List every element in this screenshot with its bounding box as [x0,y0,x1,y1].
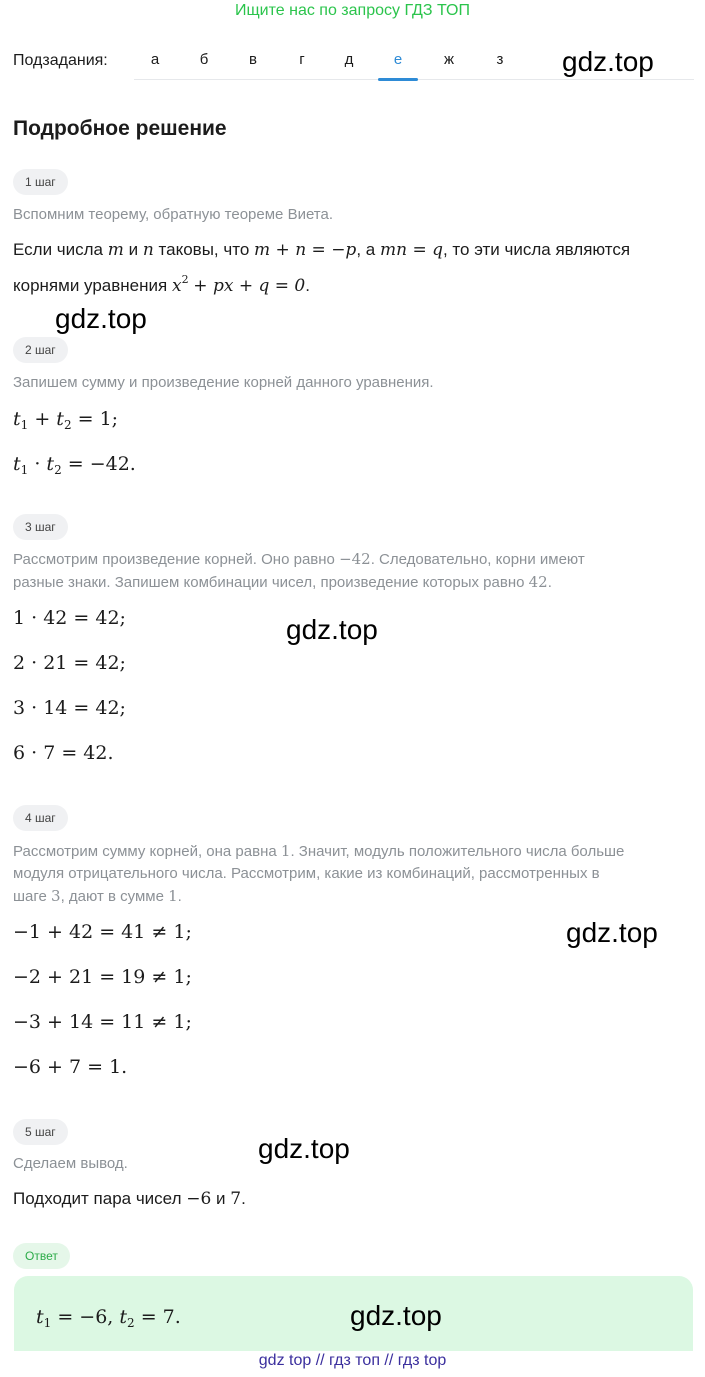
step-4-badge: 4 шаг [13,805,68,831]
tab-zh[interactable]: ж [443,51,455,68]
step-4-note-line-3: шаге 3, дают в сумме 1. [13,887,182,905]
step-3-badge: 3 шаг [13,514,68,540]
tab-g[interactable]: г [299,51,305,68]
step-3-note-line-1: Рассмотрим произведение корней. Оно равно −42. Следовательно, корни имеют [13,550,585,568]
conclusion-text: Подходит пара чисел −6 и 7. [13,1189,246,1209]
step-4-note-line-1: Рассмотрим сумму корней, она равна 1. Значит, модуль положительного числа больше [13,842,625,860]
tab-z[interactable]: з [496,51,504,68]
watermark: gdz.top [258,1133,350,1164]
step-5-badge: 5 шаг [13,1119,68,1145]
tab-b[interactable]: б [199,51,209,68]
watermark: gdz.top [566,917,658,948]
step-1-badge: 1 шаг [13,169,68,195]
answer-equation: $t_1 = -6$, $t_2 = 7$. [36,1306,181,1330]
answer-badge: Ответ [13,1243,70,1269]
step-4-note-line-2: модуля отрицательного числа. Рассмотрим, какие из комбинаций, рассмотренных в [13,865,600,882]
sum-row: −3 + 14 = 11 ≠ 1; [13,1011,192,1033]
product-equation: $t_1 \cdot t_2 = -42$. [13,453,136,477]
tab-a[interactable]: а [150,51,160,68]
product-row: 1 · 42 = 42; [13,607,126,629]
tab-d[interactable]: д [344,51,354,68]
step-1-note: Вспомним теорему, обратную теореме Виета. [13,206,334,223]
solution-heading: Подробное решение [13,117,227,140]
step-2-badge: 2 шаг [13,337,68,363]
step-3-note-line-2: разные знаки. Запишем комбинации чисел, произведение которых равно 42. [13,573,552,591]
sum-equation: $t_1 + t_2 = 1$; [13,408,119,432]
product-row: 2 · 21 = 42; [13,652,126,674]
product-row: 3 · 14 = 42; [13,697,126,719]
watermark: gdz.top [286,614,378,645]
watermark: gdz.top [55,303,147,334]
footer-links[interactable]: gdz top // гдз топ // гдз top [258,1352,447,1369]
step-5-note: Сделаем вывод. [13,1155,128,1172]
watermark: gdz.top [350,1300,442,1331]
sum-row: −2 + 21 = 19 ≠ 1; [13,966,192,988]
watermark: gdz.top [562,46,654,77]
theorem-line-2: корнями уравнения $x^2$ + px + q = 0. [13,273,310,296]
tab-e[interactable]: е [378,44,418,80]
sum-row: −6 + 7 = 1. [13,1056,128,1078]
product-row: 6 · 7 = 42. [13,742,114,764]
step-2-note: Запишем сумму и произведение корней данного уравнения. [13,374,434,391]
sum-row: −1 + 42 = 41 ≠ 1; [13,921,192,943]
tab-v[interactable]: в [249,51,257,68]
theorem-line-1: Если числа m и n таковы, что m + n = −p, а mn = q, то эти числа являются [13,240,631,260]
subtasks-label: Подзадания: [13,52,108,69]
promo-text[interactable]: Ищите нас по запросу ГДЗ ТОП [235,2,470,19]
